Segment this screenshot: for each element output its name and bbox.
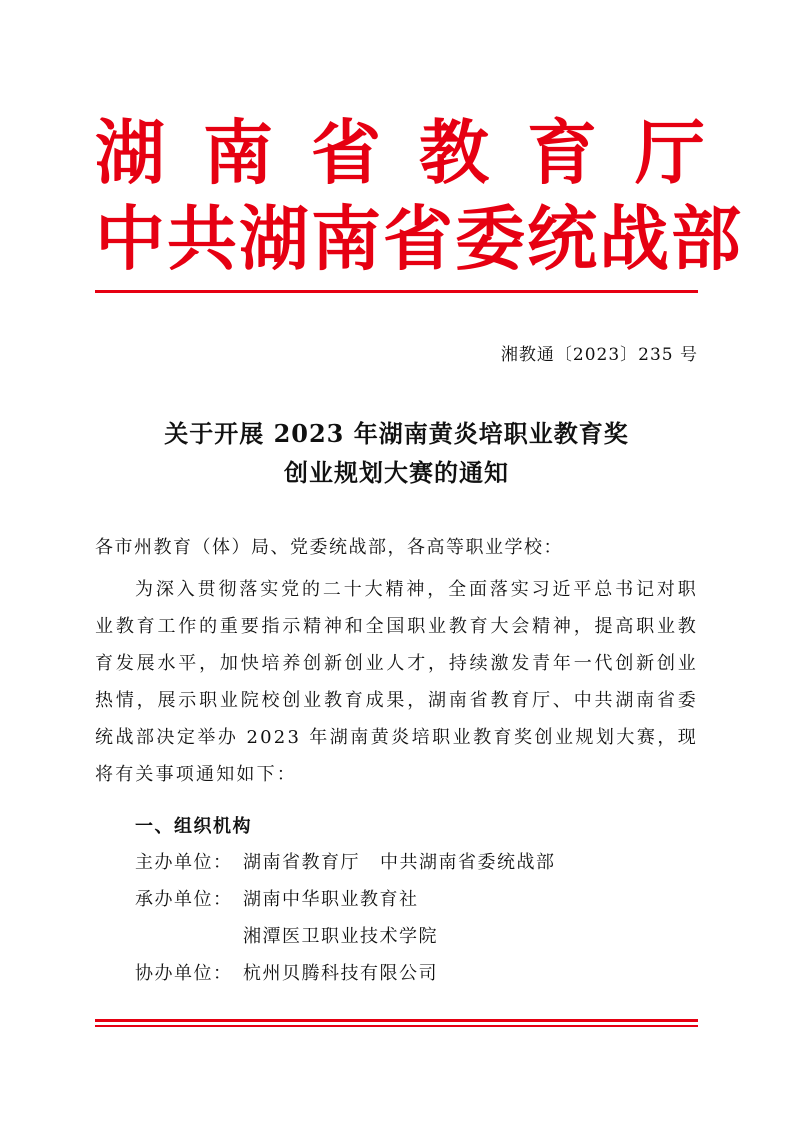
organizer-label: 承办单位： — [135, 889, 233, 910]
issuer-header-line1: 湖南省教育厅 — [95, 112, 743, 194]
document-title-line1: 关于开展 2023 年湖南黄炎培职业教育奖 — [164, 419, 629, 448]
salutation: 各市州教育（体）局、党委统战部，各高等职业学校： — [95, 537, 563, 558]
body-paragraph: 为深入贯彻落实党的二十大精神，全面落实习近平总书记对职业教育工作的重要指示精神和全国职业教育大会精神，提高职业教育发展水平，加快培养创新创业人才，持续激发青年一代创新创业热情，展示职业院校创业教育成果，湖南省教育厅、中共湖南省委统战部决定举办 2023 年湖南黄炎培职业教育奖创业规划大赛，现将有关事项通知如下： — [95, 579, 698, 785]
organizer-row-2 — [135, 922, 438, 948]
host-value-2: 中共湖南省委统战部 — [380, 852, 556, 873]
organizer-value-2: 湘潭医卫职业技术学院 — [243, 926, 438, 947]
host-row — [135, 848, 556, 874]
host-value-1: 湖南省教育厅 — [243, 852, 360, 873]
host-label: 主办单位： — [135, 852, 233, 873]
co-organizer-row — [135, 959, 438, 985]
document-number: 湘教通〔2023〕235 号 — [500, 345, 698, 365]
organizer-row — [135, 885, 419, 911]
organizer-value-1: 湖南中华职业教育社 — [243, 889, 419, 910]
red-divider-bottom-2 — [95, 1025, 698, 1027]
red-divider-bottom-1 — [95, 1019, 698, 1022]
section-heading-organization: 一、组织机构 — [135, 816, 252, 837]
document-title-line2: 创业规划大赛的通知 — [284, 458, 509, 487]
co-organizer-value: 杭州贝腾科技有限公司 — [243, 963, 438, 984]
issuer-header-line2: 中共湖南省委统战部 — [95, 198, 743, 280]
red-divider-top — [95, 290, 698, 293]
co-organizer-label: 协办单位： — [135, 963, 233, 984]
